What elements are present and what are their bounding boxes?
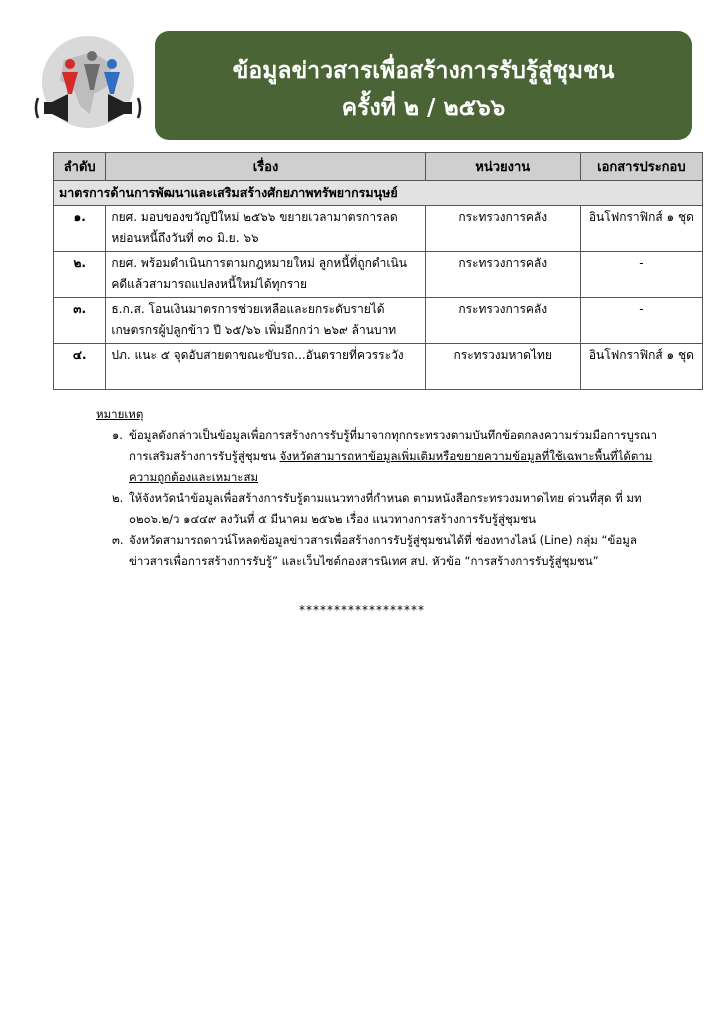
table-header-row bbox=[54, 153, 703, 181]
header-documents: เอกสารประกอบ bbox=[580, 153, 702, 181]
news-table bbox=[53, 152, 703, 390]
row-subject: ปภ. แนะ ๕ จุดอับสายตาขณะขับรถ...อันตรายที่ควรระวัง bbox=[106, 344, 425, 390]
note-number: ๑. bbox=[112, 428, 123, 442]
row-number: ๓. bbox=[54, 298, 106, 344]
note-item bbox=[96, 488, 676, 530]
note-text: ข้อมูลดังกล่าวเป็นข้อมูลเพื่อการสร้างการรับรู้ที่มาจากทุกกระทรวงตามบันทึกข้อตกลงความร่วมมือการบูรณาการเสริมสร้างการรับรู้สู่ชุมชน bbox=[129, 428, 658, 463]
header-agency: หน่วยงาน bbox=[425, 153, 580, 181]
people-megaphone-map-icon bbox=[34, 34, 142, 134]
row-document: อินโฟกราฟิกส์ ๑ ชุด bbox=[580, 344, 702, 390]
row-number: ๒. bbox=[54, 252, 106, 298]
note-number: ๓. bbox=[112, 533, 124, 547]
row-document: - bbox=[580, 298, 702, 344]
header-order: ลำดับ bbox=[54, 153, 106, 181]
issue-number: ครั้งที่ ๒ / ๒๕๖๖ bbox=[341, 95, 506, 121]
row-agency: กระทรวงการคลัง bbox=[425, 252, 580, 298]
row-number: ๔. bbox=[54, 344, 106, 390]
row-document: อินโฟกราฟิกส์ ๑ ชุด bbox=[580, 206, 702, 252]
logo bbox=[34, 34, 142, 134]
section-row bbox=[54, 181, 703, 206]
note-text: จังหวัดสามารถดาวน์โหลดข้อมูลข่าวสารเพื่อสร้างการรับรู้สู่ชุมชนได้ที่ ช่องทางไลน์ (Line) กลุ่ม “ข้อมูลข่าวสารเพื่อการสร้างการรับรู้” และเว็บไซต์กองสารนิเทศ สป. หัวข้อ “การสร้างการรับรู้สู่ชุมชน” bbox=[129, 533, 637, 568]
note-item bbox=[96, 425, 676, 488]
table-row bbox=[54, 298, 703, 344]
row-agency: กระทรวงการคลัง bbox=[425, 298, 580, 344]
notes-title: หมายเหตุ bbox=[96, 407, 144, 421]
table-row bbox=[54, 344, 703, 390]
row-subject: ธ.ก.ส. โอนเงินมาตรการช่วยเหลือและยกระดับรายได้เกษตรกรผู้ปลูกข้าว ปี ๖๕/๖๖ เพิ่มอีกกว่า ๒๖๙ ล้านบาท bbox=[106, 298, 425, 344]
row-subject: กยศ. มอบของขวัญปีใหม่ ๒๕๖๖ ขยายเวลามาตรการลดหย่อนหนี้ถึงวันที่ ๓๐ มิ.ย. ๖๖ bbox=[106, 206, 425, 252]
note-text: ให้จังหวัดนำข้อมูลเพื่อสร้างการรับรู้ตามแนวทางที่กำหนด ตามหนังสือกระทรวงมหาดไทย ด่วนที่สุด ที่ มท ๐๒๐๖.๒/ว ๑๔๔๙ ลงวันที่ ๕ มีนาคม ๒๕๖๒ เรื่อง แนวทางการสร้างการรับรู้สู่ชุมชน bbox=[129, 491, 642, 526]
row-agency: กระทรวงมหาดไทย bbox=[425, 344, 580, 390]
title-banner bbox=[155, 31, 692, 140]
table-row bbox=[54, 252, 703, 298]
row-agency: กระทรวงการคลัง bbox=[425, 206, 580, 252]
row-number: ๑. bbox=[54, 206, 106, 252]
page-title: ข้อมูลข่าวสารเพื่อสร้างการรับรู้สู่ชุมชน bbox=[232, 58, 615, 84]
note-number: ๒. bbox=[112, 491, 124, 505]
notes bbox=[96, 404, 676, 572]
header-subject: เรื่อง bbox=[106, 153, 425, 181]
section-title: มาตรการด้านการพัฒนาและเสริมสร้างศักยภาพทรัพยากรมนุษย์ bbox=[54, 181, 703, 206]
end-separator: ****************** bbox=[299, 603, 425, 617]
note-underlined-text: จังหวัดสามารถหาข้อมูลเพิ่มเติมหรือขยายความข้อมูลที่ใช้เฉพาะพื้นที่ได้ตามความถูกต้องและเหมาะสม bbox=[129, 449, 653, 484]
table-row bbox=[54, 206, 703, 252]
row-subject: กยศ. พร้อมดำเนินการตามกฎหมายใหม่ ลูกหนี้ที่ถูกดำเนินคดีแล้วสามารถแปลงหนี้ใหม่ได้ทุกราย bbox=[106, 252, 425, 298]
row-document: - bbox=[580, 252, 702, 298]
note-item bbox=[96, 530, 676, 572]
